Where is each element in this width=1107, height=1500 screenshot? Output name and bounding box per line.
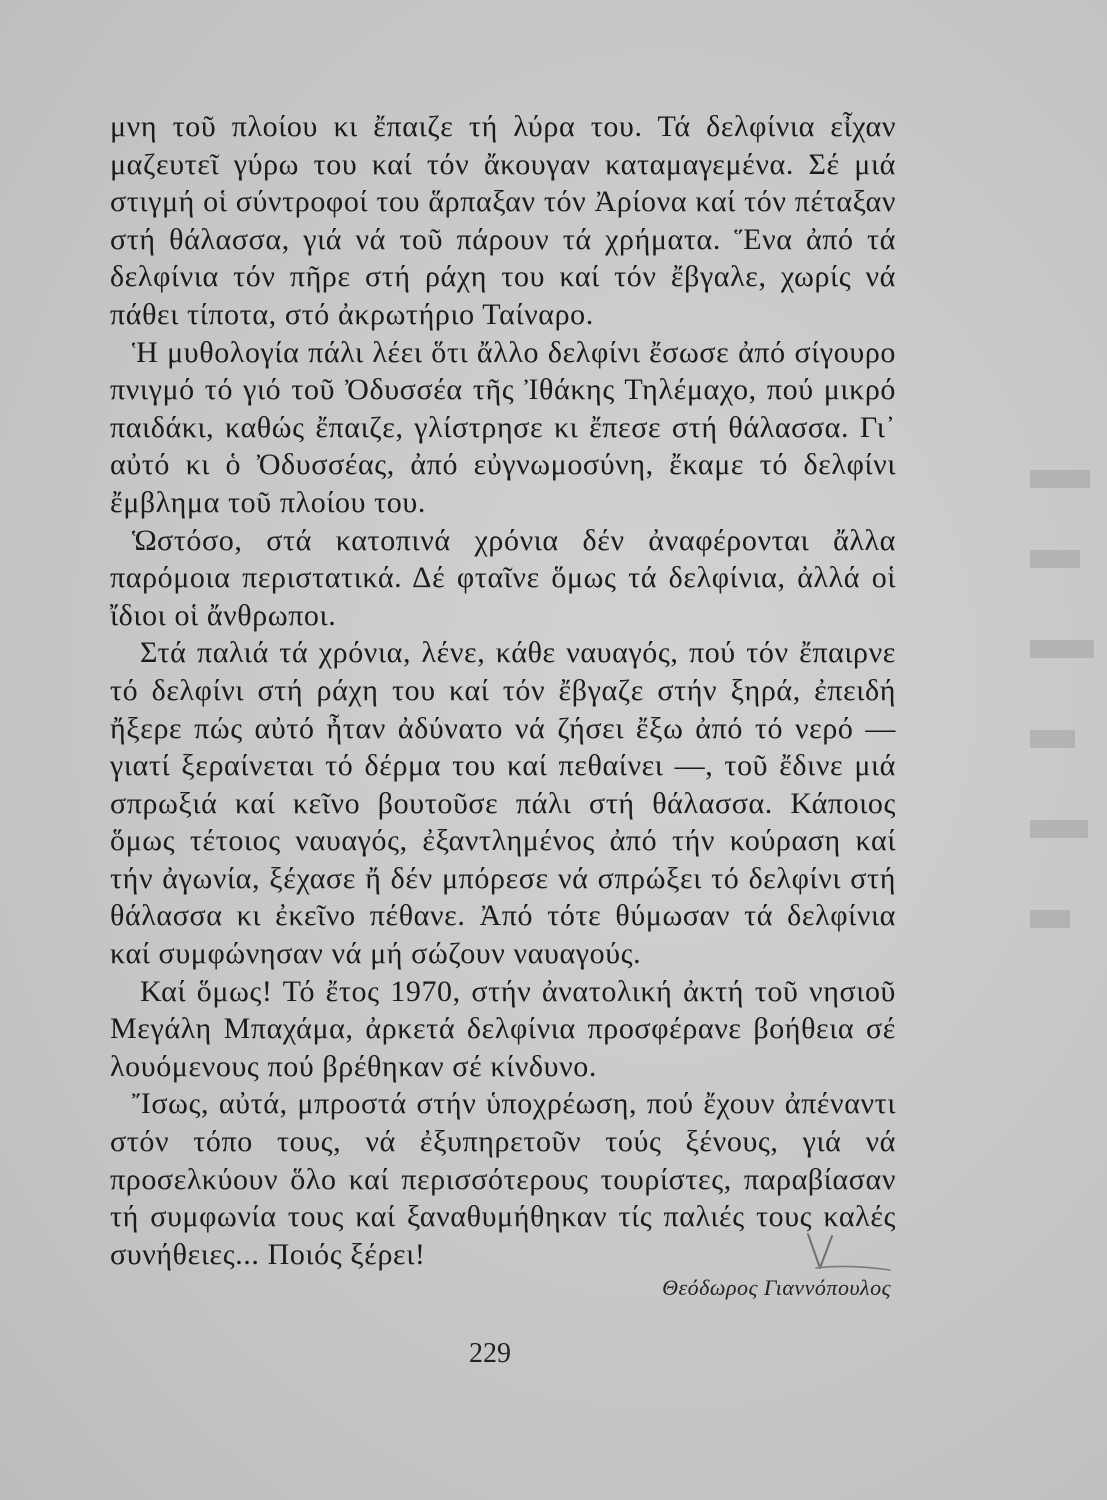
bleed-through-shadow	[1030, 430, 1107, 1130]
author-signature: Θεόδωρος Γιαννόπουλος	[662, 1275, 891, 1300]
paragraph-4: Στά παλιά τά χρόνια, λένε, κάθε ναυαγός, πού τόν ἔπαιρνε τό δελφίνι στή ράχη του καί τόν ἔβγαζε στήν ξηρά, ἐπειδή ἤξερε πώς αὐτό ἦταν ἀδύνατο νά ζήσει ἔξω ἀπό τό νερό — γιατί ξεραίνεται τό δέρμα του καί πεθαίνει —, τοῦ ἔδινε μιά σπρωξιά καί κεῖνο βουτοῦσε πάλι στή θάλασσα. Κάποιος ὅμως τέτοιος ναυαγός, ἐξαντλημένος ἀπό τήν κούραση καί τήν ἀγωνία, ξέχασε ἤ δέν μπόρεσε νά σπρώξει τό δελφίνι στή θάλασσα κι ἐκεῖνο πέθανε. Ἀπό τότε θύμωσαν τά δελφίνια καί συμφώνησαν νά μή σώζουν ναυαγούς.	[110, 636, 896, 971]
pencil-check-mark-icon	[798, 1228, 898, 1278]
paragraph-3: Ὡστόσο, στά κατοπινά χρόνια δέν ἀναφέρονται ἄλλα παρόμοια περιστατικά. Δέ φταῖνε ὅμως τά δελφίνια, ἀλλά οἱ ἴδιοι οἱ ἄνθρωποι.	[110, 523, 896, 632]
paragraph-2: Ἡ μυθολογία πάλι λέει ὅτι ἄλλο δελφίνι ἔσωσε ἀπό σίγουρο πνιγμό τό γιό τοῦ Ὀδυσσέα τῆς Ἰθάκης Τηλέμαχο, πού μικρό παιδάκι, καθώς ἔπαιζε, γλίστρησε κι ἔπεσε στή θάλασσα. Γι᾽ αὐτό κι ὁ Ὀδυσσέας, ἀπό εὐγνωμοσύνη, ἔκαμε τό δελφίνι ἔμβλημα τοῦ πλοίου του.	[110, 335, 896, 519]
paragraph-5: Καί ὅμως! Τό ἔτος 1970, στήν ἀνατολική ἀκτή τοῦ νησιοῦ Μεγάλη Μπαχάμα, ἀρκετά δελφίνια προσφέρανε βοήθεια σέ λουόμενους πού βρέθηκαν σέ κίνδυνο.	[110, 974, 896, 1083]
page-number: 229	[469, 1338, 511, 1369]
body-text	[110, 108, 896, 1273]
paragraph-1: μνη τοῦ πλοίου κι ἔπαιζε τή λύρα του. Τά δελφίνια εἶχαν μαζευτεῖ γύρω του καί τόν ἄκουγαν καταμαγεμένα. Σέ μιά στιγμή οἱ σύντροφοί του ἅρπαξαν τόν Ἀρίονα καί τόν πέταξαν στή θάλασσα, γιά νά τοῦ πάρουν τά χρήματα. Ἕνα ἀπό τά δελφίνια τόν πῆρε στή ράχη του καί τόν ἔβγαλε, χωρίς νά πάθει τίποτα, στό ἀκρωτήριο Ταίναρο.	[110, 110, 896, 331]
paragraph-6: Ἴσως, αὐτά, μπροστά στήν ὑποχρέωση, πού ἔχουν ἀπέναντι στόν τόπο τους, νά ἐξυπηρετοῦν τούς ξένους, γιά νά προσελκύουν ὅλο καί περισσότερους τουρίστες, παραβίασαν τή συμφωνία τους καί ξαναθυμήθηκαν τίς παλιές τους καλές συνήθειες... Ποιός ξέρει!	[110, 1087, 896, 1271]
